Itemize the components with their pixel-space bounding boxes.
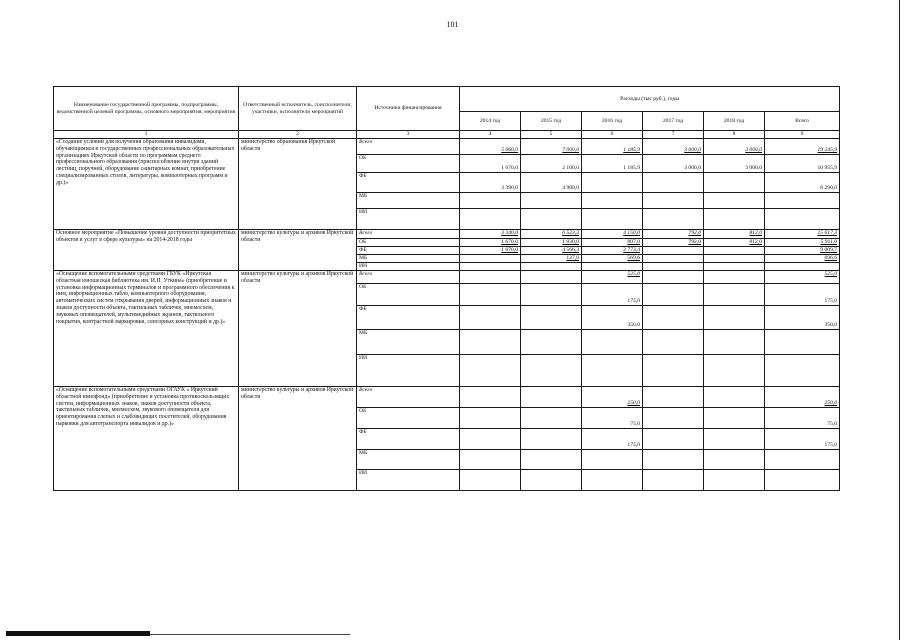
amount-cell bbox=[460, 450, 521, 470]
budget-body bbox=[54, 139, 840, 491]
amount-cell bbox=[460, 284, 521, 306]
amount-cell: 75,0 bbox=[765, 408, 840, 429]
amount-cell: 3 000,0 bbox=[643, 139, 704, 155]
amount-cell bbox=[704, 330, 765, 355]
amount-cell bbox=[582, 330, 643, 355]
amount-cell: 175,0 bbox=[582, 429, 643, 450]
amount-cell bbox=[765, 193, 840, 209]
header-year: 2017 год bbox=[643, 112, 704, 131]
header-executor: Ответственный исполнитель, соисполнители, участники, исполнители мероприятий bbox=[239, 87, 357, 131]
amount-cell: 350,0 bbox=[765, 306, 840, 330]
header-year: 2018 год bbox=[704, 112, 765, 131]
amount-cell: 175,0 bbox=[765, 429, 840, 450]
amount-cell bbox=[460, 306, 521, 330]
amount-cell bbox=[582, 450, 643, 470]
amount-cell bbox=[643, 429, 704, 450]
activity-name: «Оснащение вспомогательными средствами ГБУК «Иркутская областная юношеская библиотека им. И.П. Уткина» (приобретение и установка информационных терминалов и программного обеспечения к ним, информационных табло, компьютерного оборудования, автоматических систем открывания дверей, информационных знаков и знаков доступности объекта, тактильных табличек, мнемосхем, звуковых оповещателей, мультимедийных экранов, тактильного покрытия, контрастной маркировки, сенсорных конструкций и др.)» bbox=[54, 271, 239, 387]
executor: министерство культуры и архивов Иркутской области bbox=[239, 387, 357, 491]
amount-cell: 812,0 bbox=[704, 239, 765, 247]
funding-source: Всего bbox=[357, 139, 460, 155]
amount-cell: 5 911,0 bbox=[765, 239, 840, 247]
amount-cell bbox=[704, 408, 765, 429]
amount-cell: 3 000,0 bbox=[643, 155, 704, 173]
amount-cell bbox=[704, 247, 765, 255]
column-index: 7 bbox=[643, 131, 704, 139]
amount-cell bbox=[704, 173, 765, 193]
amount-cell bbox=[643, 255, 704, 263]
amount-cell bbox=[460, 263, 521, 271]
amount-cell bbox=[704, 284, 765, 306]
amount-cell bbox=[704, 271, 765, 284]
amount-cell: 250,0 bbox=[765, 387, 840, 408]
amount-cell: 3 000,0 bbox=[704, 155, 765, 173]
amount-cell bbox=[582, 263, 643, 271]
amount-cell: 8 290,0 bbox=[765, 173, 840, 193]
amount-cell: 6 523,3 bbox=[521, 230, 582, 239]
header-year: 2014 год bbox=[460, 112, 521, 131]
amount-cell bbox=[460, 209, 521, 230]
amount-cell bbox=[582, 209, 643, 230]
amount-cell bbox=[643, 330, 704, 355]
amount-cell bbox=[643, 209, 704, 230]
amount-cell: 350,0 bbox=[582, 306, 643, 330]
amount-cell: 15 617,3 bbox=[765, 230, 840, 239]
amount-cell bbox=[704, 470, 765, 491]
header-total: Всего bbox=[765, 112, 840, 131]
page-edge bbox=[899, 0, 900, 640]
funding-source: МБ bbox=[357, 255, 460, 263]
amount-cell: 3 000,0 bbox=[704, 139, 765, 155]
amount-cell bbox=[704, 209, 765, 230]
amount-cell: 4 150,0 bbox=[582, 230, 643, 239]
amount-cell bbox=[460, 408, 521, 429]
amount-cell bbox=[460, 429, 521, 450]
activity-name: Основное мероприятие «Повышение уровня доступности приоритетных объектов и услуг в сфере культуры» на 2014-2018 годы bbox=[54, 230, 239, 271]
funding-source: ФБ bbox=[357, 429, 460, 450]
amount-cell bbox=[521, 271, 582, 284]
activity-name: «Создание условий для получения образования инвалидами, обучающимися в государственных профессиональных образовательных организациях Иркутской области по программам среднего профессионального образования (приспособление внутри зданий лестниц, поручней, оборудование санитарных комнат, приобретение специализированных столов, литературы, компьютерных программ и др.)» bbox=[54, 139, 239, 230]
amount-cell: 250,0 bbox=[582, 387, 643, 408]
amount-cell: 3 390,0 bbox=[460, 173, 521, 193]
column-index: 5 bbox=[521, 131, 582, 139]
column-index: 6 bbox=[582, 131, 643, 139]
amount-cell: 5 060,0 bbox=[460, 139, 521, 155]
amount-cell bbox=[521, 429, 582, 450]
amount-cell bbox=[521, 209, 582, 230]
funding-source: ФБ bbox=[357, 173, 460, 193]
page-number: 101 bbox=[446, 20, 459, 29]
column-index: 4 bbox=[460, 131, 521, 139]
amount-cell bbox=[704, 450, 765, 470]
budget-table bbox=[53, 86, 840, 491]
activity-name: «Оснащение вспомогательными средствами ОГАУК « Иркутский областной кинофонд» (приобретение и установка противоскользящих систем, информационных знаков, знаков доступности объекта, тактильных табличек, мнемосхем, звукового оповещателя для ориентирования слепых и слабовидящих посетителей, оборудования парковки для автотранспорта инвалидов и др.)» bbox=[54, 387, 239, 491]
funding-source: МБ bbox=[357, 450, 460, 470]
amount-cell bbox=[460, 271, 521, 284]
amount-cell bbox=[643, 408, 704, 429]
amount-cell: 4 566,3 bbox=[521, 247, 582, 255]
amount-cell bbox=[521, 387, 582, 408]
amount-cell bbox=[704, 429, 765, 450]
amount-cell bbox=[643, 193, 704, 209]
header-expenses: Расходы (тыс руб.), годы bbox=[460, 87, 840, 112]
amount-cell: 1 670,0 bbox=[460, 155, 521, 173]
amount-cell bbox=[643, 173, 704, 193]
amount-cell: 807,0 bbox=[582, 239, 643, 247]
funding-source: ИИ bbox=[357, 470, 460, 491]
amount-cell: 127,0 bbox=[521, 255, 582, 263]
scan-edge-line bbox=[150, 634, 350, 635]
amount-cell bbox=[643, 355, 704, 387]
column-index: 1 bbox=[54, 131, 239, 139]
amount-cell bbox=[460, 470, 521, 491]
amount-cell bbox=[460, 355, 521, 387]
amount-cell: 792,0 bbox=[643, 230, 704, 239]
amount-cell bbox=[643, 470, 704, 491]
funding-source: ИИ bbox=[357, 355, 460, 387]
funding-source: МБ bbox=[357, 193, 460, 209]
amount-cell: 4 900,0 bbox=[521, 173, 582, 193]
funding-source: ФБ bbox=[357, 247, 460, 255]
header-name: Наименование государственной программы, подпрограммы, ведомственной целевой программы, основного мероприятия, мероприятия bbox=[54, 87, 239, 131]
amount-cell bbox=[704, 387, 765, 408]
amount-cell bbox=[643, 284, 704, 306]
amount-cell bbox=[765, 209, 840, 230]
amount-cell: 1 185,9 bbox=[582, 139, 643, 155]
table-row bbox=[54, 230, 840, 239]
column-index: 3 bbox=[357, 131, 460, 139]
amount-cell: 1 830,0 bbox=[521, 239, 582, 247]
amount-cell bbox=[521, 450, 582, 470]
amount-cell bbox=[704, 193, 765, 209]
amount-cell: 1 670,0 bbox=[460, 239, 521, 247]
funding-source: ФБ bbox=[357, 306, 460, 330]
funding-source: ОБ bbox=[357, 155, 460, 173]
amount-cell: 175,0 bbox=[765, 284, 840, 306]
amount-cell bbox=[704, 255, 765, 263]
amount-cell bbox=[643, 450, 704, 470]
amount-cell bbox=[521, 330, 582, 355]
funding-source: ОБ bbox=[357, 239, 460, 247]
amount-cell bbox=[460, 330, 521, 355]
amount-cell: 1 185,9 bbox=[582, 155, 643, 173]
funding-source: МБ bbox=[357, 330, 460, 355]
amount-cell bbox=[521, 470, 582, 491]
amount-cell bbox=[643, 306, 704, 330]
amount-cell: 75,0 bbox=[582, 408, 643, 429]
amount-cell bbox=[521, 306, 582, 330]
amount-cell bbox=[582, 193, 643, 209]
amount-cell: 9 009,7 bbox=[765, 247, 840, 255]
amount-cell bbox=[704, 263, 765, 271]
header-year: 2016 год bbox=[582, 112, 643, 131]
amount-cell bbox=[643, 271, 704, 284]
amount-cell: 19 245,9 bbox=[765, 139, 840, 155]
amount-cell: 696,6 bbox=[765, 255, 840, 263]
funding-source: Всего bbox=[357, 230, 460, 239]
column-index: 2 bbox=[239, 131, 357, 139]
funding-source: ОБ bbox=[357, 284, 460, 306]
amount-cell bbox=[521, 263, 582, 271]
amount-cell: 525,0 bbox=[582, 271, 643, 284]
amount-cell bbox=[521, 193, 582, 209]
amount-cell bbox=[643, 263, 704, 271]
scan-edge-mark bbox=[6, 631, 150, 636]
amount-cell bbox=[704, 355, 765, 387]
table-row bbox=[54, 271, 840, 284]
amount-cell bbox=[521, 408, 582, 429]
amount-cell: 7 000,0 bbox=[521, 139, 582, 155]
amount-cell bbox=[582, 470, 643, 491]
amount-cell: 792,0 bbox=[643, 239, 704, 247]
amount-cell: 10 955,9 bbox=[765, 155, 840, 173]
executor: министерство культуры и архивов Иркутской области bbox=[239, 271, 357, 387]
amount-cell: 525,0 bbox=[765, 271, 840, 284]
executor: министерство культуры и архивов Иркутской области bbox=[239, 230, 357, 271]
funding-source: Всего bbox=[357, 387, 460, 408]
amount-cell bbox=[582, 355, 643, 387]
amount-cell: 2 773,4 bbox=[582, 247, 643, 255]
funding-source: ИИ bbox=[357, 263, 460, 271]
header-source: Источники финансирования bbox=[357, 87, 460, 131]
amount-cell bbox=[765, 470, 840, 491]
funding-source: Всего bbox=[357, 271, 460, 284]
amount-cell bbox=[765, 330, 840, 355]
amount-cell bbox=[765, 263, 840, 271]
amount-cell: 2 100,0 bbox=[521, 155, 582, 173]
funding-source: ОБ bbox=[357, 408, 460, 429]
header-year: 2015 год bbox=[521, 112, 582, 131]
amount-cell bbox=[460, 193, 521, 209]
funding-source: ИИ bbox=[357, 209, 460, 230]
amount-cell bbox=[643, 247, 704, 255]
amount-cell: 3 340,0 bbox=[460, 230, 521, 239]
table-row bbox=[54, 387, 840, 408]
column-index: 8 bbox=[704, 131, 765, 139]
amount-cell bbox=[765, 450, 840, 470]
column-index: 9 bbox=[765, 131, 840, 139]
amount-cell: 1 670,0 bbox=[460, 247, 521, 255]
amount-cell bbox=[582, 173, 643, 193]
amount-cell: 812,0 bbox=[704, 230, 765, 239]
amount-cell: 569,6 bbox=[582, 255, 643, 263]
amount-cell bbox=[460, 255, 521, 263]
amount-cell: 175,0 bbox=[582, 284, 643, 306]
amount-cell bbox=[643, 387, 704, 408]
executor: министерство образования Иркутской области bbox=[239, 139, 357, 230]
amount-cell bbox=[521, 284, 582, 306]
table-row bbox=[54, 139, 840, 155]
amount-cell bbox=[765, 355, 840, 387]
amount-cell bbox=[704, 306, 765, 330]
amount-cell bbox=[521, 355, 582, 387]
amount-cell bbox=[460, 387, 521, 408]
